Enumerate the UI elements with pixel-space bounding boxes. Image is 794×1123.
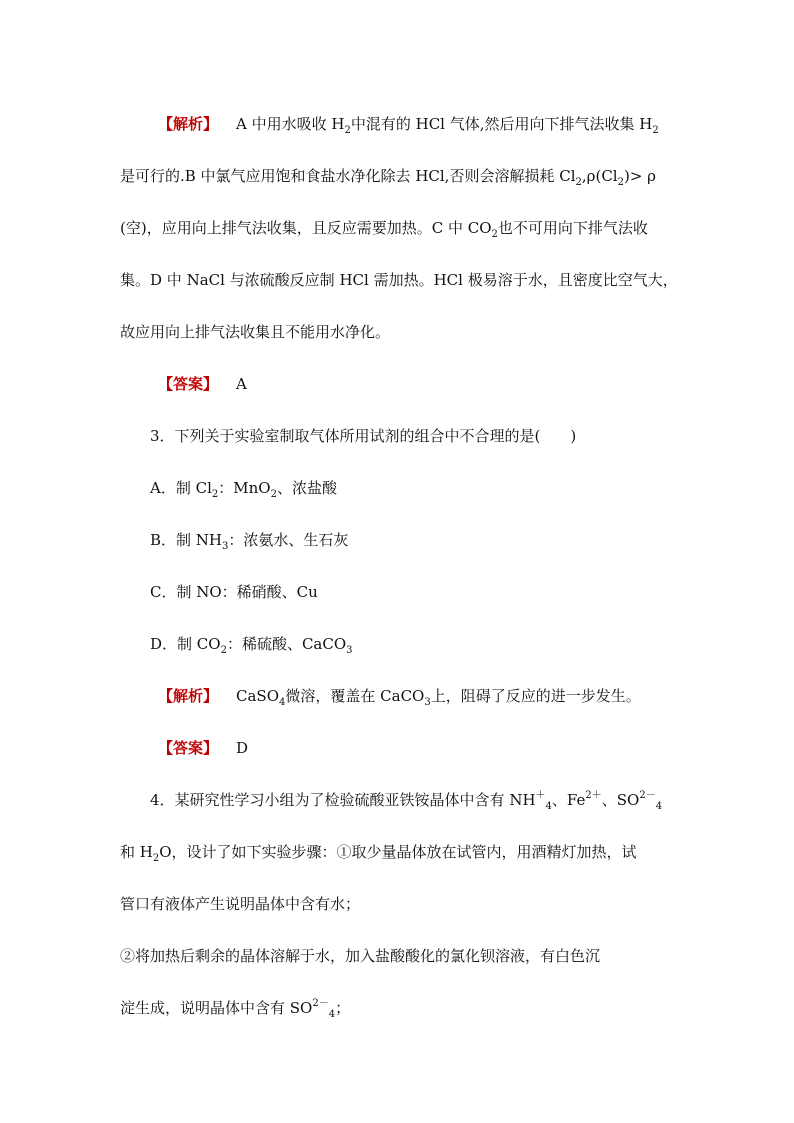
question-3-answer	[158, 738, 248, 758]
analysis-line-3: (空)，应用向上排气法收集，且反应需要加热。C 中 $CO_2$也不可用向下排气法收	[120, 219, 648, 240]
analysis-line-1: 【解析】 A 中用水吸收 $H_2$中混有的 HCl 气体,然后用向下排气法收集 $H_2$	[158, 115, 659, 136]
question-4-line-1: 4．某研究性学习小组为了检验硫酸亚铁铵晶体中含有 $NH^+_4$、$Fe^{2+}$、$SO^{2-}_4$	[150, 790, 663, 812]
answer-value: D	[236, 739, 249, 757]
answer-tag: 【答案】	[158, 375, 219, 393]
question-3-option-d: D．制 $CO_2$：稀硫酸、CaCO$_3$	[150, 635, 353, 656]
question-4-line-5: 淀生成，说明晶体中含有 $SO^{2-}_4$；	[120, 998, 351, 1020]
analysis-line-2: 是可行的.B 中氯气应用饱和食盐水净化除去 HCl,否则会溶解损耗 $Cl_2,\rho(Cl_2)> \rho$	[120, 167, 656, 188]
answer-line-1	[158, 374, 247, 394]
question-3-stem: 3．下列关于实验室制取气体所用试剂的组合中不合理的是( )	[150, 427, 577, 445]
question-4-line-4: ②将加热后剩余的晶体溶解于水，加入盐酸酸化的氯化钡溶液，有白色沉	[120, 947, 601, 965]
question-3-analysis: 【解析】 CaSO$_4$微溶，覆盖在 CaCO$_3$上，阻碍了反应的进一步发生。	[158, 687, 641, 708]
question-3-option-a: A．制 $Cl_2$：MnO$_2$、浓盐酸	[150, 479, 337, 500]
analysis-tag: 【解析】	[158, 687, 219, 705]
answer-value: A	[236, 375, 247, 393]
question-3-option-c: C．制 NO：稀硝酸、Cu	[150, 583, 318, 601]
analysis-line-4: 集。D 中 NaCl 与浓硫酸反应制 HCl 需加热。HCl 极易溶于水，且密度比空气大，	[120, 271, 678, 289]
analysis-line-5: 故应用向上排气法收集且不能用水净化。	[120, 323, 391, 341]
question-4-line-2: 和 $H_2O$，设计了如下实验步骤：①取少量晶体放在试管内，用酒精灯加热，试	[120, 843, 637, 864]
answer-tag: 【答案】	[158, 739, 219, 757]
question-4-line-3: 管口有液体产生说明晶体中含有水；	[120, 895, 361, 913]
question-3-option-b: B．制 $NH_3$：浓氨水、生石灰	[150, 531, 349, 552]
analysis-tag: 【解析】	[158, 115, 219, 133]
